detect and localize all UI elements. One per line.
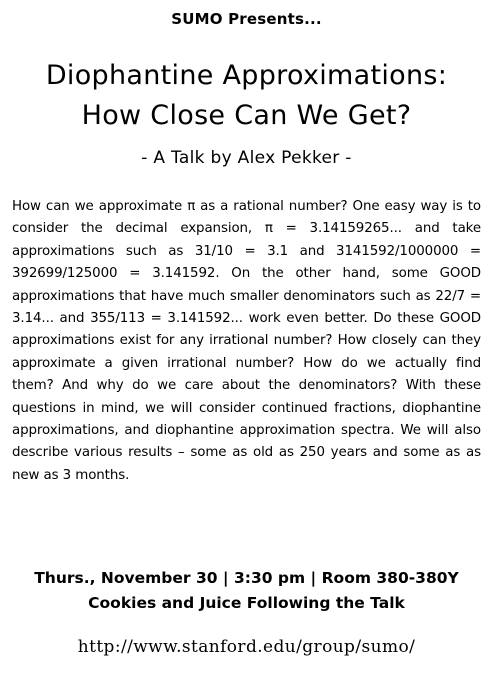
talk-title-line-1: Diophantine Approximations: <box>45 60 448 91</box>
talk-title-line-2: How Close Can We Get? <box>81 100 412 131</box>
speaker-line: - A Talk by Alex Pekker - <box>141 148 352 168</box>
event-details <box>0 566 493 616</box>
presenter-line: SUMO Presents... <box>171 10 322 28</box>
event-time-location: Thurs., November 30 | 3:30 pm | Room 380-380Y <box>34 569 459 587</box>
event-refreshments: Cookies and Juice Following the Talk <box>88 594 405 612</box>
abstract-paragraph: How can we approximate π as a rational number? One easy way is to consider the decimal expansion, π = 3.14159265... and take approximations such as 31/10 = 3.1 and 3141592/1000000 = 392699/125000 = 3.141592. On the other hand, some GOOD approximations that have much smaller denominators such as 22/7 = 3.14... and 355/113 = 3.141592... work even better. Do these GOOD approximations exist for any irrational number? How closely can they approximate a given irrational number? How do we actually find them? And why do we care about the denominators? With these questions in mind, we will consider continued fractions, diophantine approximations, and diophantine approximation spectra. We will also describe various results – some as old as 250 years and some as as new as 3 months. <box>12 199 481 483</box>
website-url: http://www.stanford.edu/group/sumo/ <box>77 637 416 657</box>
talk-title <box>0 56 493 136</box>
